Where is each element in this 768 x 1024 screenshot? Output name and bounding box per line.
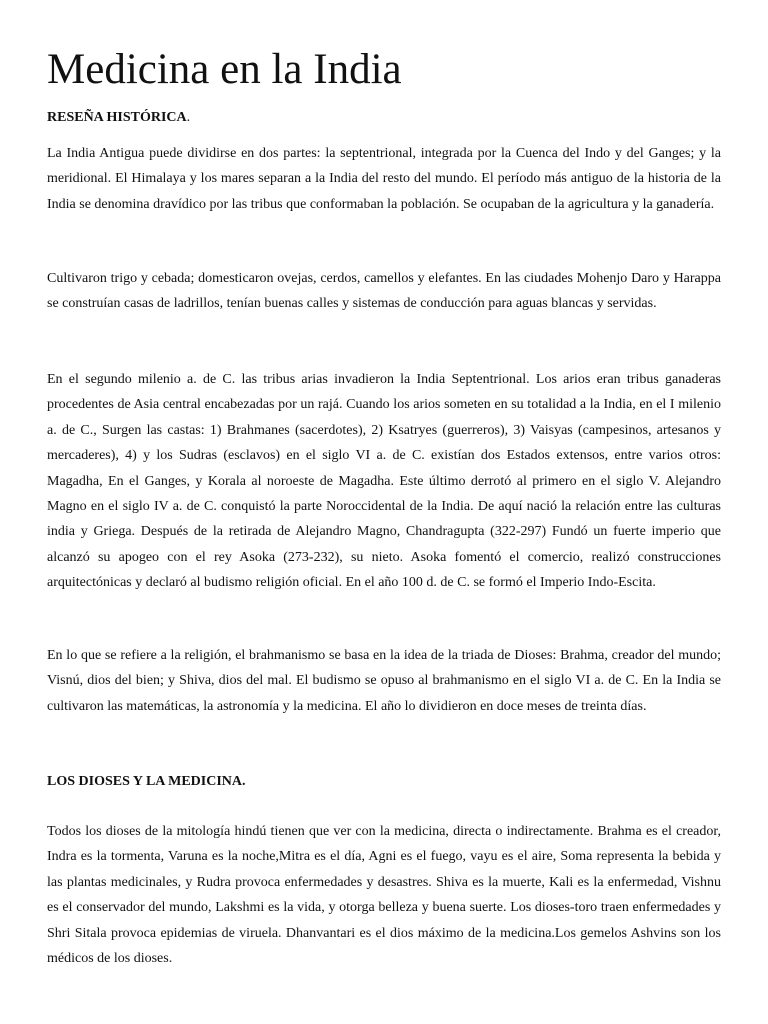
section-heading-gods-and-medicine: LOS DIOSES Y LA MEDICINA. — [47, 774, 246, 789]
paragraph: Cultivaron trigo y cebada; domesticaron ovejas, cerdos, camellos y elefantes. En las ciudades Mohenjo Daro y Harappa se construían casas de ladrillos, tenían buenas calles y sistemas de conducción para aguas blancas y servidas. — [47, 271, 721, 312]
paragraph: Todos los dioses de la mitología hindú tienen que ver con la medicina, directa o indirectamente. Brahma es el creador, Indra es la tormenta, Varuna es la noche,Mitra es el día, Agni es el fuego, vayu es el aire, Soma representa la bebida y las plantas medicinales, y Rudra provoca enfermedades y desastres. Shiva es la muerte, Kali es la enfermedad, Vishnu es el conservador del mundo, Lakshmi es la vida, y otorga belleza y buena suerte. Los dioses-toro traen enfermedades y Shri Sitala provoca epidemias de viruela. Dhanvantari es el dios máximo de la medicina.Los gemelos Ashvins son los médicos de los dioses. — [47, 824, 721, 967]
section-heading-punct: . — [186, 110, 191, 125]
paragraph: La India Antigua puede dividirse en dos partes: la septentrional, integrada por la Cuenca del Indo y del Ganges; y la meridional. El Himalaya y los mares separan a la India del resto del mundo. El período más antiguo de la historia de la India se denomina dravídico por las tribus que conformaban la población. Se ocupaban de la agricultura y la ganadería. — [47, 146, 721, 212]
section-heading-historical-review — [47, 108, 190, 128]
section-heading-text: RESEÑA HISTÓRICA — [47, 110, 187, 125]
document-title: Medicina en la India — [47, 46, 402, 93]
paragraph: En lo que se refiere a la religión, el brahmanismo se basa en la idea de la triada de Dioses: Brahma, creador del mundo; Visnú, dios del bien; y Shiva, dios del mal. El budismo se opuso al brahmanismo en el siglo VI a. de C. En la India se cultivaron las matemáticas, la astronomía y la medicina. El año lo dividieron en doce meses de treinta días. — [47, 648, 721, 714]
paragraph: En el segundo milenio a. de C. las tribus arias invadieron la India Septentrional. Los arios eran tribus ganaderas procedentes de Asia central encabezadas por un rajá. Cuando los arios someten en su totalidad a la India, en el I milenio a. de C., Surgen las castas: 1) Brahmanes (sacerdotes), 2) Ksatryes (guerreros), 3) Vaisyas (campesinos, artesanos y mercaderes), 4) y los Sudras (esclavos) en el siglo VI a. de C. existían dos Estados extensos, entre varios otros: Magadha, En el Ganges, y Korala al noroeste de Magadha. Este último derrotó al primero en el siglo V. Alejandro Magno en el siglo IV a. de C. conquistó la parte Noroccidental de la India. De aquí nació la relación entre las culturas india y Griega. Después de la retirada de Alejandro Magno, Chandragupta (322-297) Fundó un fuerte imperio que alcanzó su apogeo con el rey Asoka (273-232), su nieto. Asoka fomentó el comercio, realizó construcciones arquitectónicas y declaró al budismo religión oficial. En el año 100 d. de C. se formó el Imperio Indo-Escita. — [47, 372, 721, 591]
